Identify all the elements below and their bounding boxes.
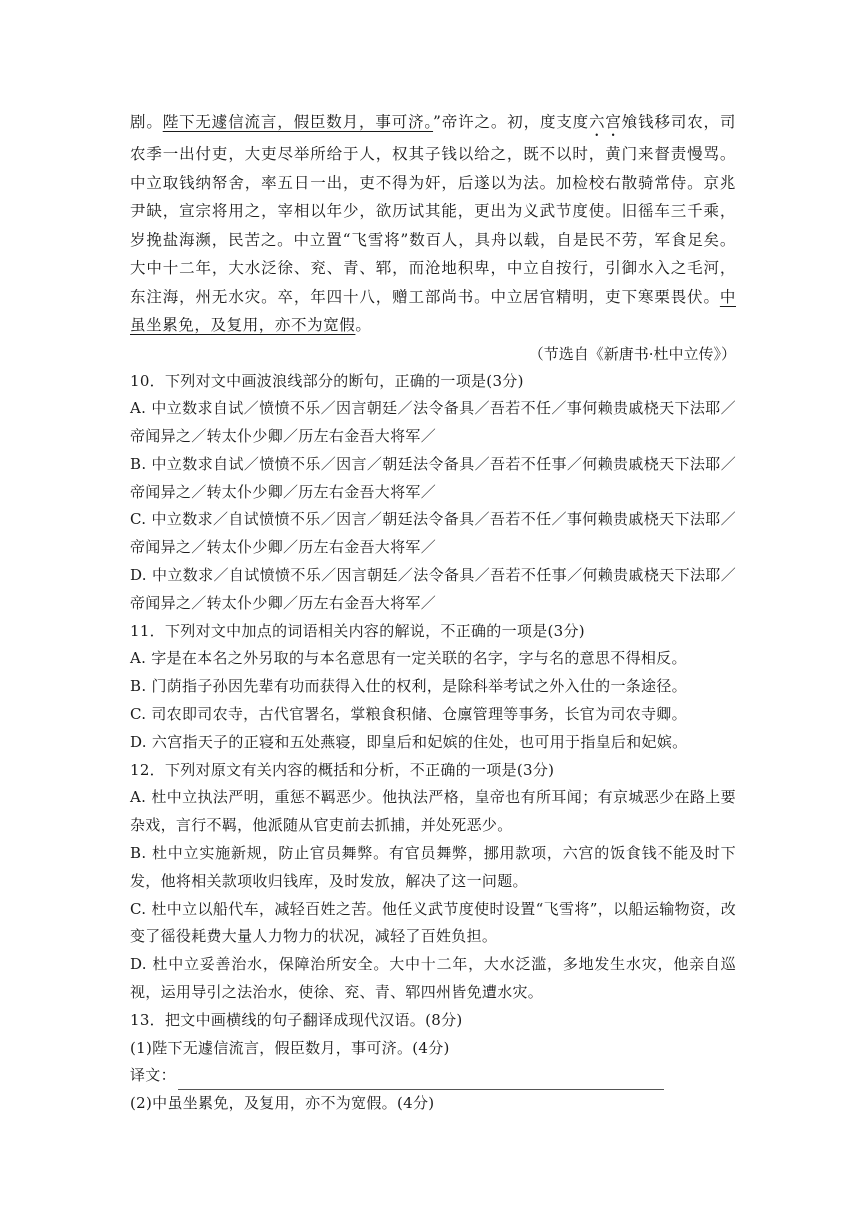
- question-12: [130, 757, 736, 1007]
- question-12-option-c[interactable]: C. 杜中立以船代车，减轻百姓之苦。他任义武节度使时设置“飞雪将”，以船运输物资，改变了徭役耗费大量人力物力的状况，减轻了百姓负担。: [130, 899, 736, 946]
- passage-text: [130, 108, 736, 340]
- question-10-option-a[interactable]: A. 中立数求自试／愤愤不乐／因言朝廷／法令备具／吾若不任／事何赖贵戚桡天下法耶／帝闻异之／转太仆少卿／历左右金吾大将军／: [130, 399, 736, 446]
- question-12-option-b[interactable]: B. 杜中立实施新规，防止官员舞弊。有官员舞弊，挪用款项，六宫的饭食钱不能及时下发，他将相关款项收归钱库，及时发放，解决了这一问题。: [130, 844, 736, 890]
- document-page: [130, 108, 736, 1118]
- question-10: [130, 368, 736, 618]
- question-12-option-a[interactable]: A. 杜中立执法严明，重惩不羁恶少。他执法严格，皇帝也有所耳闻；有京城恶少在路上要杂戏，言行不羁，他派随从官吏前去抓捕，并处死恶少。: [130, 788, 736, 835]
- question-10-option-d[interactable]: D. 中立数求／自试愤愤不乐／因言朝廷／法令备具／吾若不任事／何赖贵戚桡天下法耶／帝闻异之／转太仆少卿／历左右金吾大将军／: [130, 566, 736, 612]
- answer-blank-line[interactable]: [178, 1071, 664, 1090]
- passage-fragment: 飧钱移司农，司农季一出付吏，大吏尽举所给于人，权其子钱以给之，既不以时，黄门来督责慢骂。中立取钱纳帑舍，率五日一出，吏不得为奸，后遂以为法。加检校右散骑常侍。京兆尹缺，宣宗将用之，宰相以年少，欲历试其能，更出为义武节度使。旧徭车三千乘，岁挽盐海濒，民苦之。中立置“飞雪将”数百人，具舟以载，自是民不劳，军食足矣。大中十二年，大水泛徐、兖、青、郓，而沧地积卑，中立自按行，引御水入之毛河，东注海，州无水灾。卒，年四十八，赠工部尚书。中立居官精明，吏下寒栗畏伏。: [130, 113, 737, 306]
- dotted-term-liugong: 六宫: [589, 113, 622, 131]
- passage-fragment: ”帝许之。初，度支度: [433, 113, 590, 131]
- question-10-stem: 10．下列对文中画波浪线部分的断句，正确的一项是(3分): [130, 371, 524, 390]
- question-11-option-d[interactable]: D. 六宫指天子的正寝和五处燕寝，即皇后和妃嫔的住处，也可用于指皇后和妃嫔。: [130, 732, 688, 751]
- underlined-sentence-1: 陛下无遽信流言，假臣数月，事可济。: [162, 113, 434, 131]
- question-11-option-c[interactable]: C. 司农即司农寺，古代官署名，掌粮食积储、仓廪管理等事务，长官为司农寺卿。: [130, 705, 687, 724]
- question-11: [130, 618, 736, 757]
- question-11-option-b[interactable]: B. 门荫指子孙因先辈有功而获得入仕的权利，是除科举考试之外入仕的一条途径。: [130, 677, 687, 696]
- underlined-sentence-2: 中虽坐累免，及复用，亦不为宽假: [130, 287, 736, 334]
- question-13-part-2: (2)中虽坐累免，及复用，亦不为宽假。(4分): [130, 1094, 435, 1113]
- answer-label: 译文：: [130, 1066, 176, 1085]
- question-13-part-1: (1)陛下无遽信流言，假臣数月，事可济。(4分): [130, 1038, 450, 1057]
- question-12-stem: 12．下列对原文有关内容的概括和分析，不正确的一项是(3分): [130, 760, 555, 779]
- passage-fragment: 。: [355, 316, 372, 334]
- question-11-stem: 11．下列对文中加点的词语相关内容的解说，不正确的一项是(3分): [130, 621, 585, 640]
- question-10-option-c[interactable]: C. 中立数求／自试愤愤不乐／因言／朝廷法令备具／吾若不任／事何赖贵戚桡天下法耶／帝闻异之／转太仆少卿／历左右金吾大将军／: [130, 510, 736, 557]
- question-10-option-b[interactable]: B. 中立数求自试／愤愤不乐／因言／朝廷法令备具／吾若不任事／何赖贵戚桡天下法耶／帝闻异之／转太仆少卿／历左右金吾大将军／: [130, 454, 736, 501]
- question-13-stem: 13．把文中画横线的句子翻译成现代汉语。(8分): [130, 1010, 463, 1029]
- question-11-option-a[interactable]: A. 字是在本名之外另取的与本名意思有一定关联的名字，字与名的意思不得相反。: [130, 649, 687, 668]
- answer-row: [130, 1062, 736, 1090]
- passage-source: （节选自《新唐书·杜中立传》）: [528, 344, 736, 363]
- question-12-option-d[interactable]: D. 杜中立妥善治水，保障治所安全。大中十二年，大水泛滥，多地发生水灾，他亲自巡视，运用导引之法治水，使徐、兖、青、郓四州皆免遭水灾。: [130, 955, 736, 1002]
- question-13: [130, 1007, 736, 1118]
- passage-fragment: 剧。: [130, 113, 163, 131]
